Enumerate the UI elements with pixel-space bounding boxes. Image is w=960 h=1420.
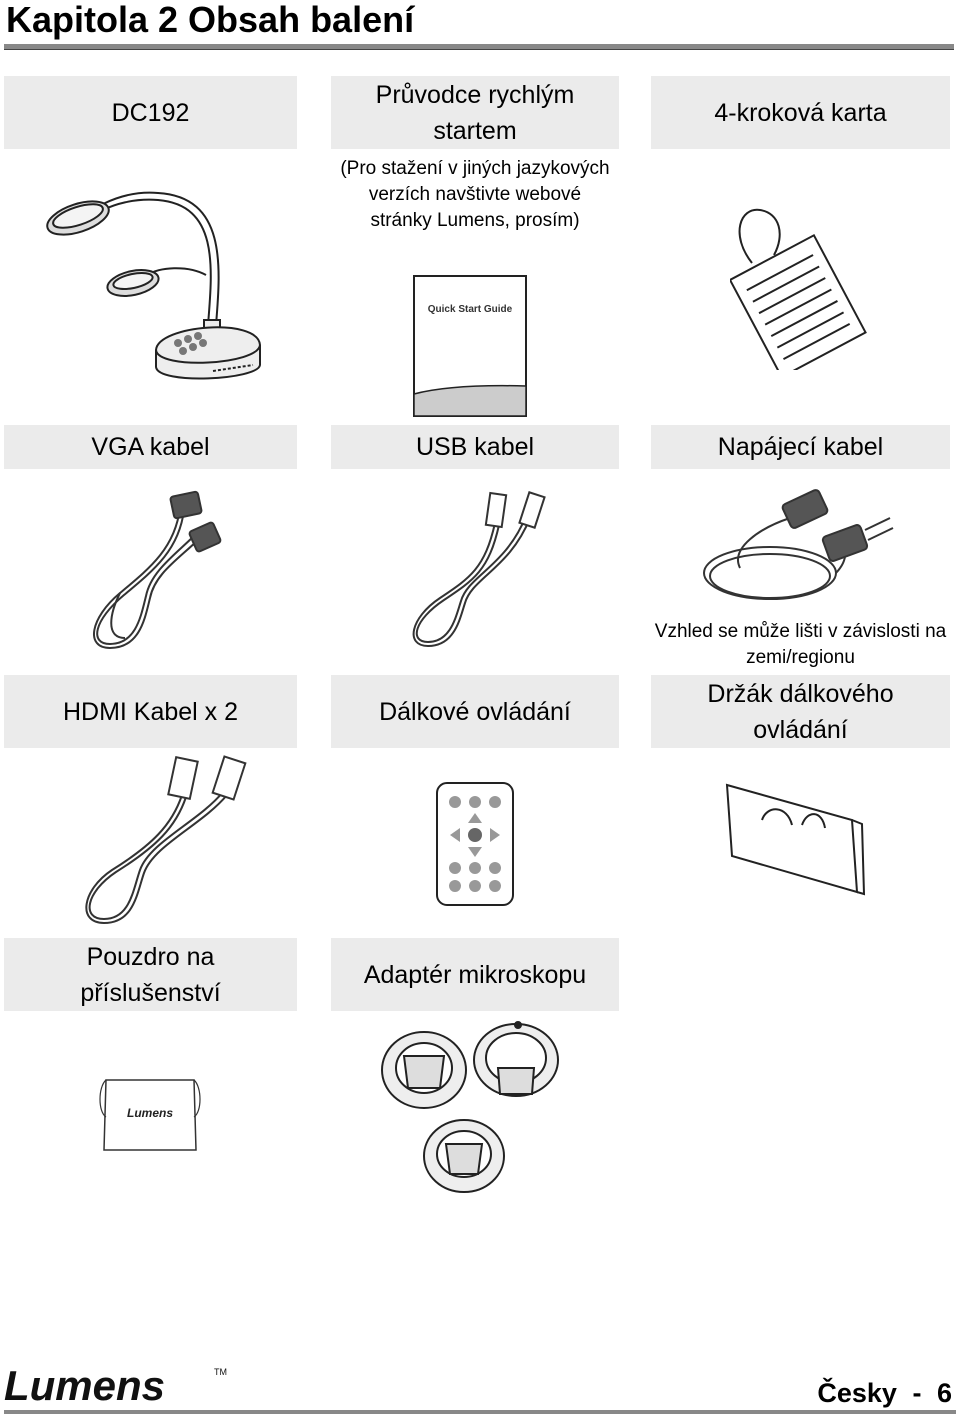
lumens-logo-text: Lumens (4, 1362, 166, 1408)
label-hdmi-cable: HDMI Kabel x 2 (4, 675, 297, 748)
trademark-mark: TM (214, 1367, 227, 1377)
label-4-step-card: 4-kroková karta (651, 76, 950, 149)
chapter-title: Kapitola 2 Obsah balení (6, 0, 415, 40)
vga-cable-icon (80, 488, 240, 658)
booklet-cover-text: Quick Start Guide (427, 304, 513, 315)
pouch-logo-text: Lumens (126, 1106, 174, 1120)
footer-page-info (817, 1378, 952, 1409)
label-accessory-pouch: Pouzdro na příslušenství (4, 938, 297, 1011)
footer-divider (4, 1410, 956, 1414)
footer-language: Česky (817, 1378, 897, 1408)
label-usb-cable: USB kabel (331, 425, 619, 469)
label-power-cable: Napájecí kabel (651, 425, 950, 469)
usb-cable-icon (400, 488, 560, 658)
footer-page-number: 6 (936, 1378, 952, 1408)
tag-card-icon (730, 205, 875, 370)
label-vga-cable: VGA kabel (4, 425, 297, 469)
label-quick-start-guide: Průvodce rychlým startem (331, 76, 619, 149)
booklet-icon (412, 274, 530, 420)
label-dc192: DC192 (4, 76, 297, 149)
region-note: Vzhled se může lišti v závislosti na zemi/regionu (654, 621, 947, 668)
lumens-logo (4, 1360, 234, 1408)
pouch-icon (98, 1072, 202, 1154)
remote-control-icon (434, 780, 516, 908)
label-remote-control: Dálkové ovládání (331, 675, 619, 748)
title-divider (4, 44, 954, 50)
label-microscope-adapter: Adaptér mikroskopu (331, 938, 619, 1011)
label-remote-holder: Držák dálkového ovládání (651, 675, 950, 748)
document-camera-icon (38, 185, 268, 385)
download-note: (Pro stažení v jiných jazykových verzích navštivte webové stránky Lumens, prosím) (340, 158, 610, 231)
footer-separator: - (912, 1378, 922, 1408)
remote-holder-icon (722, 780, 867, 898)
hdmi-cable-icon (72, 755, 252, 930)
microscope-adapter-icon (380, 1018, 570, 1203)
power-cable-icon (700, 478, 900, 608)
